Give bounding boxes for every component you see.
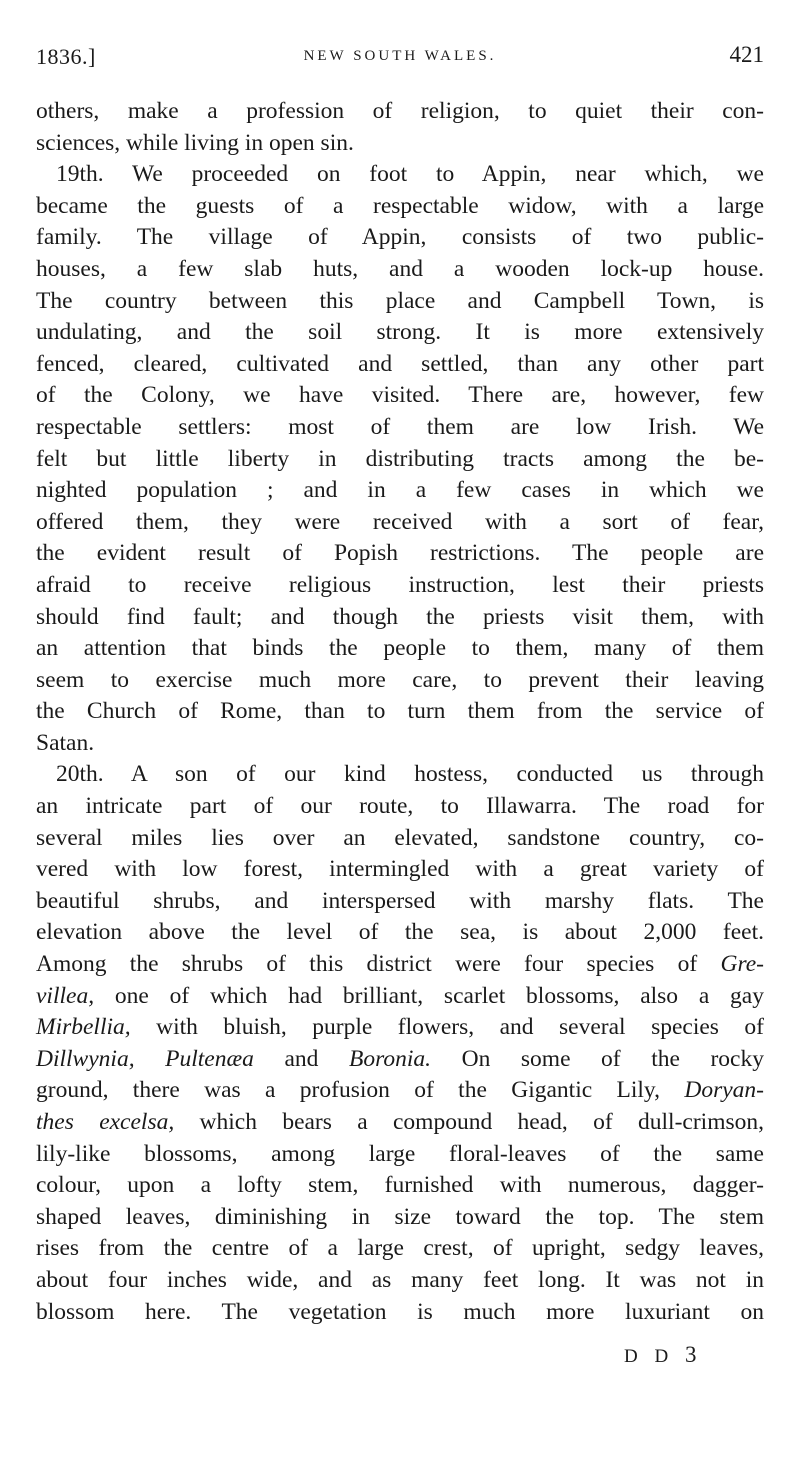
text-line: nighted population ; and in a few cases in which we bbox=[36, 477, 764, 504]
text-line: houses, a few slab huts, and a wooden lock-up house. bbox=[36, 255, 764, 282]
text-line: should find fault; and though the priests visit them, with bbox=[36, 603, 764, 630]
text-line-italic: thes excelsa, which bears a compound head, of dull-crimson, bbox=[36, 1109, 764, 1135]
text-line-italic: ground, there was a profusion of the Gigantic Lily, Doryan- bbox=[36, 1077, 764, 1104]
text-line: afraid to receive religious instruction, lest their priests bbox=[36, 571, 764, 598]
text-line: the Church of Rome, than to turn them from the service of bbox=[36, 698, 764, 725]
signature-mark bbox=[624, 1342, 696, 1368]
text-line: beautiful shrubs, and interspersed with marshy flats. The bbox=[36, 887, 764, 914]
text-line: of the Colony, we have visited. There are, however, few bbox=[36, 382, 764, 409]
text-line: became the guests of a respectable widow, with a large bbox=[36, 192, 764, 219]
text-line: sciences, while living in open sin. bbox=[36, 129, 354, 156]
text-line: others, make a profession of religion, to quiet their con- bbox=[36, 98, 764, 124]
text-line: family. The village of Appin, consists of two public- bbox=[36, 224, 764, 251]
text-line: 19th. We proceeded on foot to Appin, near which, we bbox=[56, 161, 764, 188]
running-head bbox=[36, 38, 764, 78]
body-text bbox=[36, 96, 764, 1328]
text-line: several miles lies over an elevated, sandstone country, co- bbox=[36, 824, 764, 851]
running-head-year: 1836.] bbox=[36, 44, 96, 69]
text-line: vered with low forest, intermingled with a great variety of bbox=[36, 856, 764, 883]
text-line: undulating, and the soil strong. It is more extensively bbox=[36, 319, 764, 346]
text-line-italic: Among the shrubs of this district were four species of Gre- bbox=[36, 951, 764, 978]
text-line: rises from the centre of a large crest, of upright, sedgy leaves, bbox=[36, 1235, 764, 1262]
text-line: lily-like blossoms, among large floral-leaves of the same bbox=[36, 1140, 764, 1167]
text-line-italic: Mirbellia, with bluish, purple flowers, and several species of bbox=[36, 1014, 764, 1041]
text-line-italic: Dillwynia, Pultenæa and Boronia. On some of the rocky bbox=[36, 1045, 764, 1072]
text-line: an attention that binds the people to them, many of them bbox=[36, 635, 764, 662]
text-line: elevation above the level of the sea, is about 2,000 feet. bbox=[36, 919, 764, 946]
text-line: fenced, cleared, cultivated and settled, than any other part bbox=[36, 350, 764, 377]
signature-number: 3 bbox=[684, 1342, 697, 1367]
text-line: about four inches wide, and as many feet long. It was not in bbox=[36, 1266, 764, 1293]
text-line: The country between this place and Campbell Town, is bbox=[36, 287, 764, 314]
text-line: blossom here. The vegetation is much more luxuriant on bbox=[36, 1298, 764, 1325]
text-line-italic: villea, one of which had brilliant, scarlet blossoms, also a gay bbox=[36, 982, 764, 1009]
text-line: the evident result of Popish restrictions. The people are bbox=[36, 540, 764, 567]
text-line: seem to exercise much more care, to prevent their leaving bbox=[36, 666, 764, 693]
running-head-title: NEW SOUTH WALES. bbox=[303, 48, 497, 64]
page-number: 421 bbox=[729, 42, 764, 67]
text-line: respectable settlers: most of them are low Irish. We bbox=[36, 413, 764, 440]
text-line: offered them, they were received with a sort of fear, bbox=[36, 508, 764, 535]
text-line: an intricate part of our route, to Illawarra. The road for bbox=[36, 793, 764, 820]
text-line: colour, upon a lofty stem, furnished with numerous, dagger- bbox=[36, 1172, 764, 1199]
text-line: felt but little liberty in distributing tracts among the be- bbox=[36, 445, 764, 472]
text-line: Satan. bbox=[36, 729, 95, 756]
signature-letters: D D bbox=[624, 1346, 675, 1367]
book-page bbox=[36, 38, 764, 1367]
text-line: 20th. A son of our kind hostess, conducted us through bbox=[56, 761, 764, 788]
text-line: shaped leaves, diminishing in size toward the top. The stem bbox=[36, 1203, 764, 1230]
